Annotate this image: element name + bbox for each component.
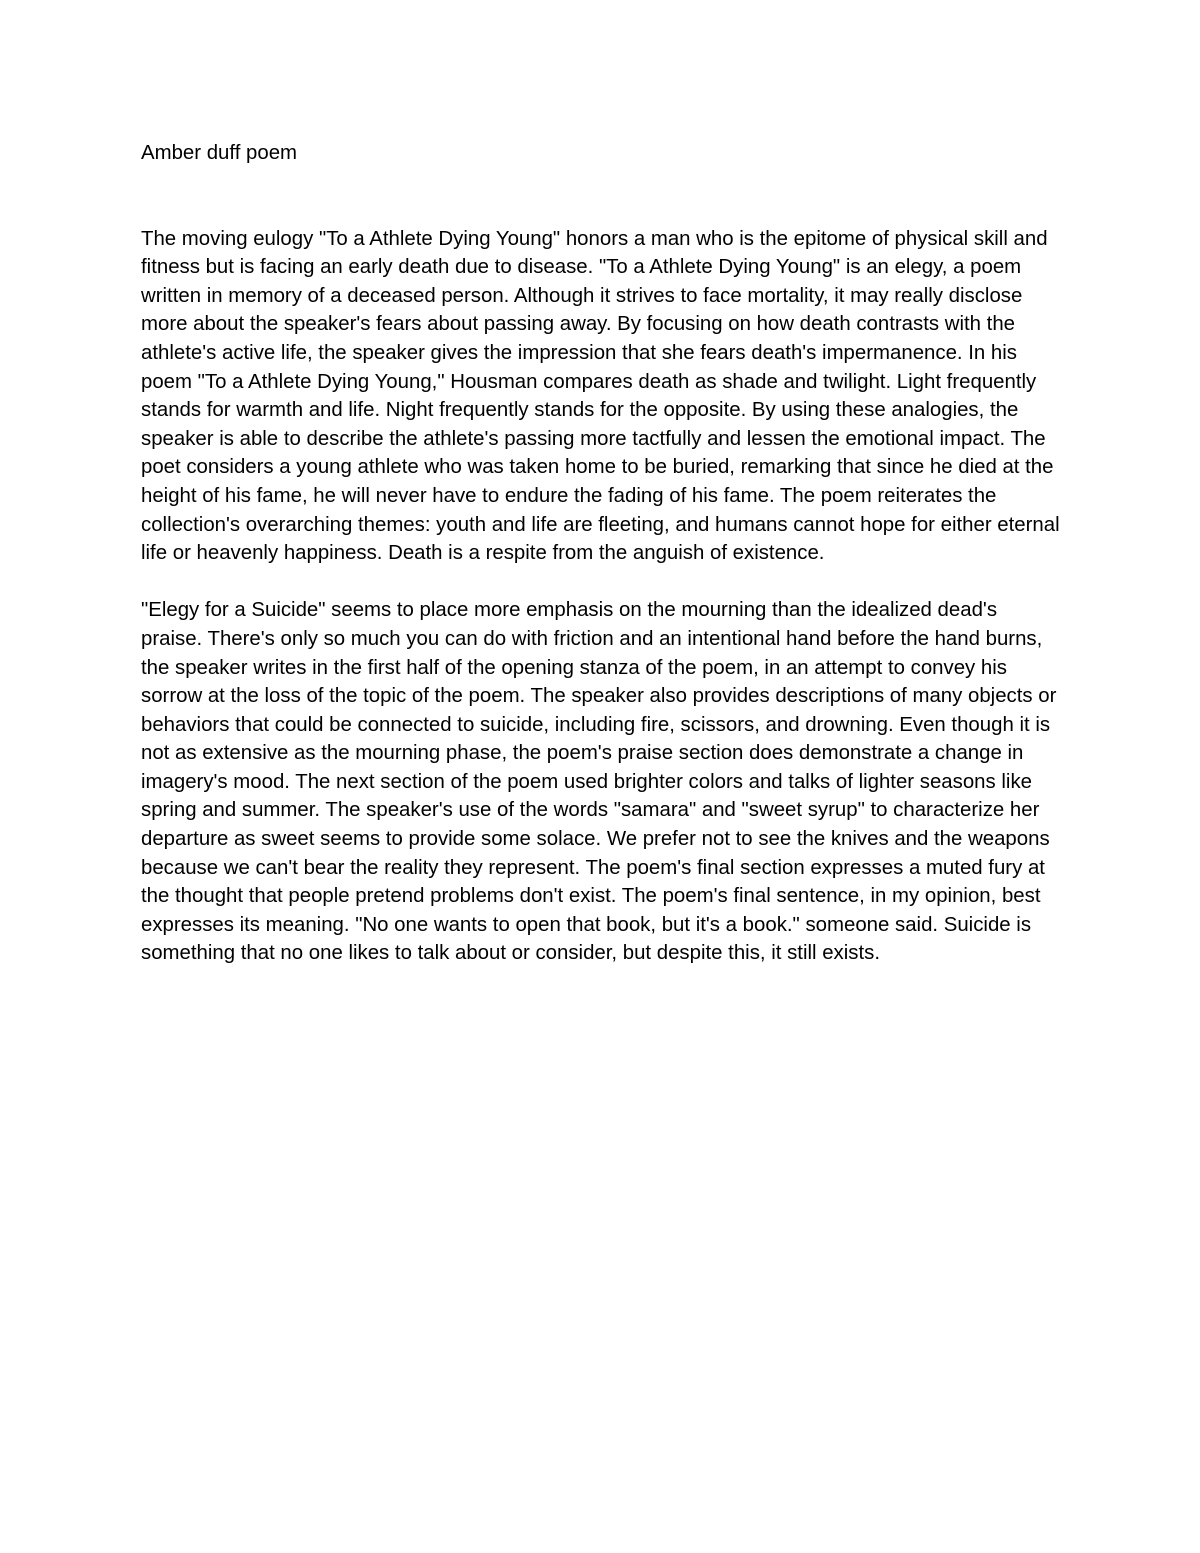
paragraph-athlete-dying-young: The moving eulogy "To a Athlete Dying Young" honors a man who is the epitome of physical skill and fitness but is facing an early death due to disease. "To a Athlete Dying Young" is an elegy, a poem written in memory of a deceased person. Although it strives to face mortality, it may really disclose more about the speaker's fears about passing away. By focusing on how death contrasts with the athlete's active life, the speaker gives the impression that she fears death's impermanence. In his poem "To a Athlete Dying Young," Housman compares death as shade and twilight. Light frequently stands for warmth and life. Night frequently stands for the opposite. By using these analogies, the speaker is able to describe the athlete's passing more tactfully and lessen the emotional impact. The poet considers a young athlete who was taken home to be buried, remarking that since he died at the height of his fame, he will never have to endure the fading of his fame. The poem reiterates the collection's overarching themes: youth and life are fleeting, and humans cannot hope for either eternal life or heavenly happiness. Death is a respite from the anguish of existence. <box>141 227 1060 565</box>
paragraph-elegy-for-a-suicide: "Elegy for a Suicide" seems to place more emphasis on the mourning than the idealized dead's praise. There's only so much you can do with friction and an intentional hand before the hand burns, the speaker writes in the first half of the opening stanza of the poem, in an attempt to convey his sorrow at the loss of the topic of the poem. The speaker also provides descriptions of many objects or behaviors that could be connected to suicide, including fire, scissors, and drowning. Even though it is not as extensive as the mourning phase, the poem's praise section does demonstrate a change in imagery's mood. The next section of the poem used brighter colors and talks of lighter seasons like spring and summer. The speaker's use of the words "samara" and "sweet syrup" to characterize her departure as sweet seems to provide some solace. We prefer not to see the knives and the weapons because we can't bear the reality they represent. The poem's final section expresses a muted fury at the thought that people pretend problems don't exist. The poem's final sentence, in my opinion, best expresses its meaning. "No one wants to open that book, but it's a book." someone said. Suicide is something that no one likes to talk about or consider, but despite this, it still exists. <box>141 599 1057 965</box>
document-body <box>141 139 1061 997</box>
document-title: Amber duff poem <box>141 142 298 164</box>
